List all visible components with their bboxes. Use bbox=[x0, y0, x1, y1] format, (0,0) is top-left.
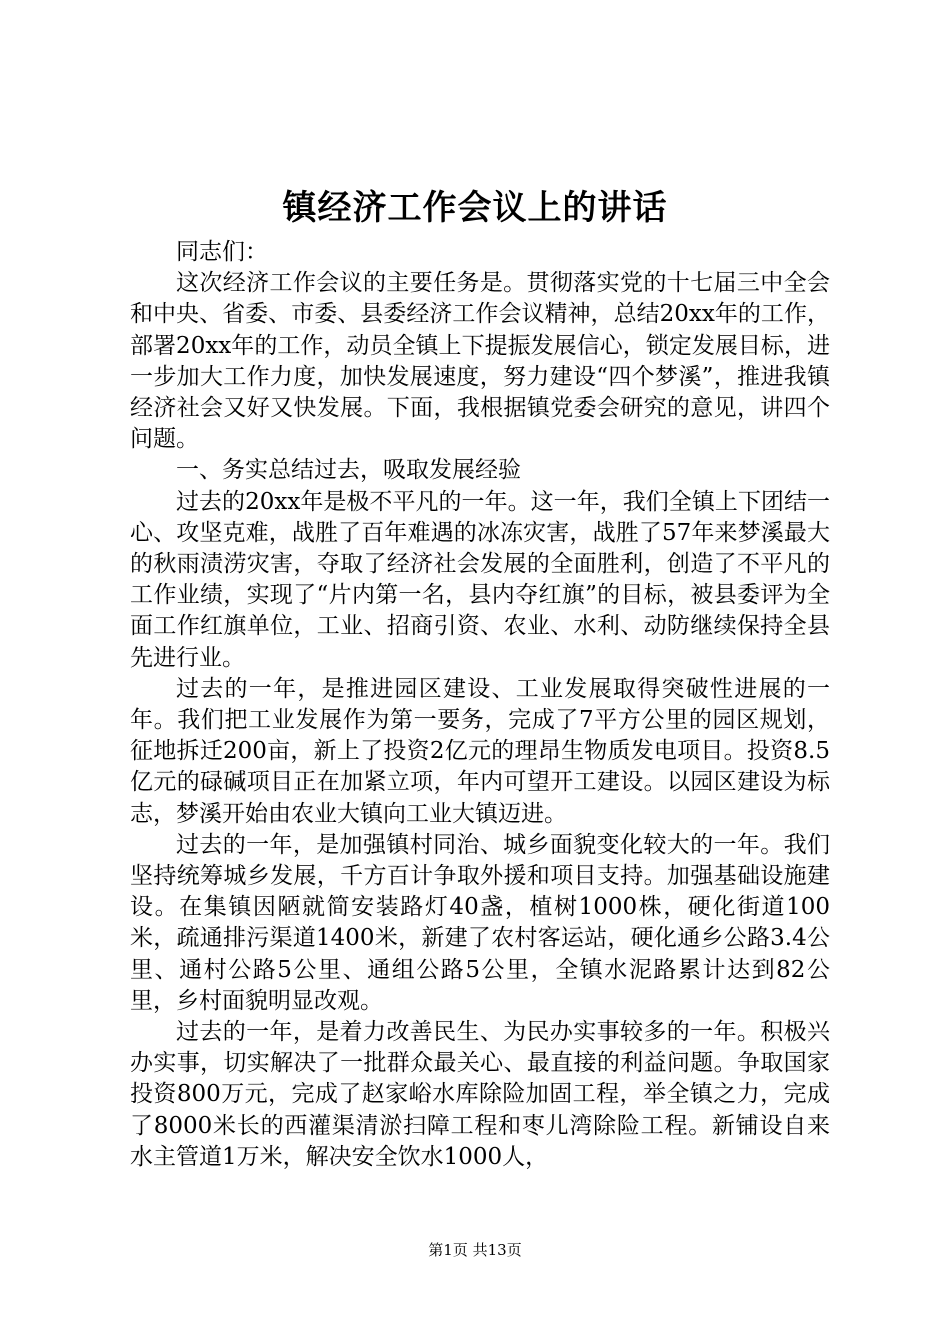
salutation-paragraph: 同志们： bbox=[176, 239, 268, 265]
document-body bbox=[130, 237, 830, 1173]
body-paragraph: 过去的一年，是加强镇村同治、城乡面貌变化较大的一年。我们坚持统筹城乡发展，千方百计争取外援和项目支持。加强基础设施建设。在集镇因陋就简安装路灯40盏，植树1000株，硬化街道100米，疏通排污渠道1400米，新建了农村客运站，硬化通乡公路3.4公里、通村公路5公里、通组公路5公里，全镇水泥路累计达到82公里，乡村面貌明显改观。 bbox=[130, 831, 830, 1014]
page-number-footer: 第1页 共13页 bbox=[428, 1241, 522, 1259]
section-heading: 一、务实总结过去，吸取发展经验 bbox=[176, 457, 521, 484]
document-title: 镇经济工作会议上的讲话 bbox=[282, 188, 668, 228]
body-paragraph: 过去的20xx年是极不平凡的一年。这一年，我们全镇上下团结一心、攻坚克难，战胜了百年难遇的冰冻灾害，战胜了57年来梦溪最大的秋雨渍涝灾害，夺取了经济社会发展的全面胜利，创造了不平凡的工作业绩，实现了“片内第一名，县内夺红旗”的目标，被县委评为全面工作红旗单位，工业、招商引资、农业、水利、动防继续保持全县先进行业。 bbox=[130, 488, 830, 671]
intro-paragraph: 这次经济工作会议的主要任务是。贯彻落实党的十七届三中全会和中央、省委、市委、县委经济工作会议精神，总结20xx年的工作，部署20xx年的工作，动员全镇上下提振发展信心，锁定发展目标，进一步加大工作力度，加快发展速度，努力建设“四个梦溪”，推进我镇经济社会又好又快发展。下面，我根据镇党委会研究的意见，讲四个问题。 bbox=[130, 270, 830, 453]
body-paragraph: 过去的一年，是推进园区建设、工业发展取得突破性进展的一年。我们把工业发展作为第一要务，完成了7平方公里的园区规划，征地拆迁200亩，新上了投资2亿元的理昂生物质发电项目。投资8.5亿元的碌碱项目正在加紧立项，年内可望开工建设。以园区建设为标志，梦溪开始由农业大镇向工业大镇迈进。 bbox=[130, 675, 830, 827]
body-paragraph: 过去的一年，是着力改善民生、为民办实事较多的一年。积极兴办实事，切实解决了一批群众最关心、最直接的利益问题。争取国家投资800万元，完成了赵家峪水库除险加固工程，举全镇之力，完成了8000米长的西灌渠清淤扫障工程和枣儿湾除险工程。新铺设自来水主管道1万米，解决安全饮水1000人， bbox=[130, 1019, 830, 1170]
